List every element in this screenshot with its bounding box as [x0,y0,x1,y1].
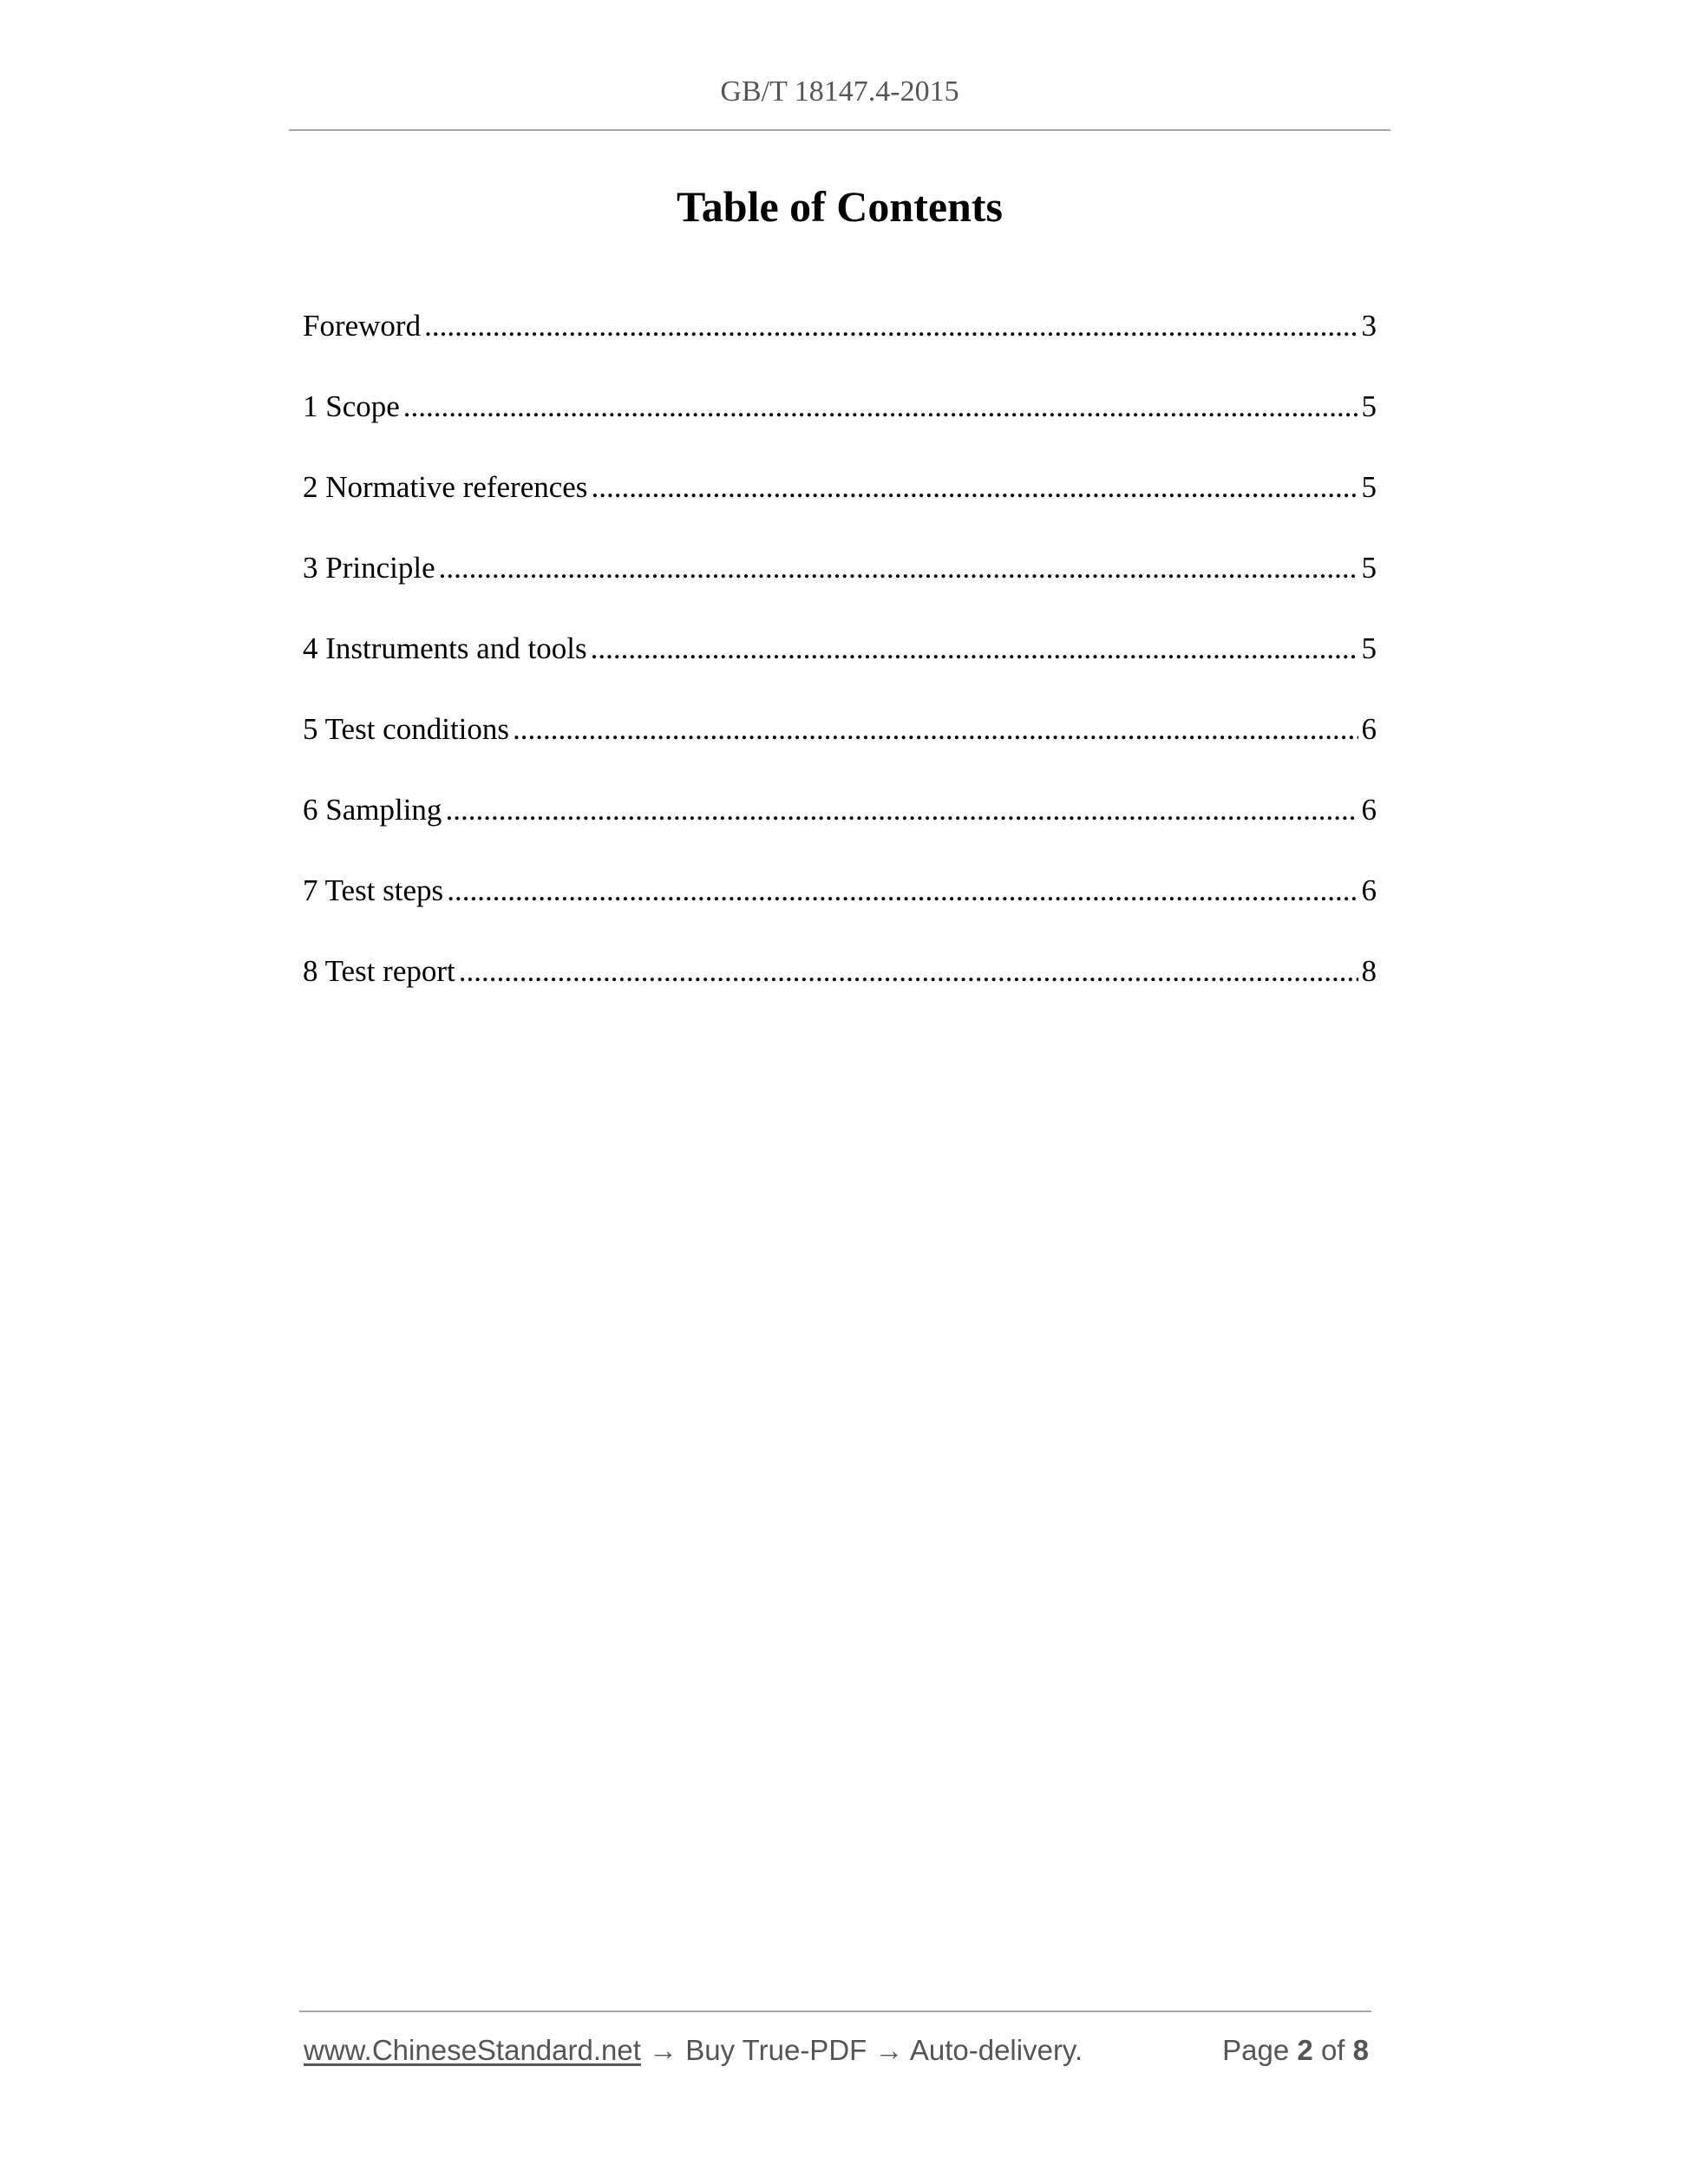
toc-leader-dots [447,870,1358,912]
toc-entry-page: 5 [1361,631,1377,665]
toc-entry-label: 2 Normative references [303,470,588,504]
toc-entry-label: Foreword [303,309,422,343]
toc-entry-page: 6 [1361,873,1377,907]
toc-entry-test-conditions[interactable] [303,709,1377,789]
page-title: Table of Contents [677,182,1003,231]
toc-entry-page: 8 [1361,954,1377,988]
footer-promo [304,2030,1083,2071]
page-total: 8 [1352,2034,1369,2066]
page-current: 2 [1297,2034,1313,2066]
toc-entry-normative-references[interactable] [303,467,1377,547]
footer-website-link[interactable]: www.ChineseStandard.net [304,2034,641,2066]
toc-entry-label: 1 Scope [303,389,400,423]
footer-delivery-text: Auto-delivery. [909,2034,1083,2066]
page-word: Page [1222,2034,1290,2066]
toc-entry-principle[interactable] [303,547,1377,628]
toc-leader-dots [403,386,1358,428]
header-standard-code: GB/T 18147.4-2015 [720,75,959,108]
toc-entry-test-report[interactable] [303,951,1377,1031]
toc-entry-page: 5 [1361,389,1377,423]
arrow-right-icon: → [649,2034,678,2066]
toc-entry-instruments-and-tools[interactable] [303,628,1377,709]
toc-leader-dots [445,789,1358,831]
header-divider [289,129,1390,131]
toc-entry-label: 6 Sampling [303,793,442,827]
toc-leader-dots [439,547,1358,589]
toc-entry-label: 7 Test steps [303,873,444,907]
toc-entry-label: 5 Test conditions [303,712,510,746]
footer-divider [299,2011,1371,2012]
toc-entry-label: 4 Instruments and tools [303,631,587,665]
toc-entry-page: 5 [1361,551,1377,585]
toc-leader-dots [591,628,1358,670]
page-number-indicator [1222,2030,1369,2071]
toc-entry-test-steps[interactable] [303,870,1377,951]
toc-entry-page: 6 [1361,712,1377,746]
page-footer [304,2030,1369,2071]
toc-entry-scope[interactable] [303,386,1377,467]
toc-entry-page: 3 [1361,309,1377,343]
toc-entry-page: 5 [1361,470,1377,504]
toc-entry-foreword[interactable] [303,305,1377,386]
toc-leader-dots [513,709,1358,750]
arrow-right-icon: → [874,2034,904,2066]
toc-entry-page: 6 [1361,793,1377,827]
toc-leader-dots [591,467,1358,508]
toc-list [303,305,1377,1031]
toc-leader-dots [459,951,1358,992]
toc-leader-dots [424,305,1358,347]
of-word: of [1320,2034,1345,2066]
toc-entry-label: 8 Test report [303,954,455,988]
toc-entry-label: 3 Principle [303,551,435,585]
footer-buy-text: Buy True-PDF [685,2034,867,2066]
toc-entry-sampling[interactable] [303,789,1377,870]
